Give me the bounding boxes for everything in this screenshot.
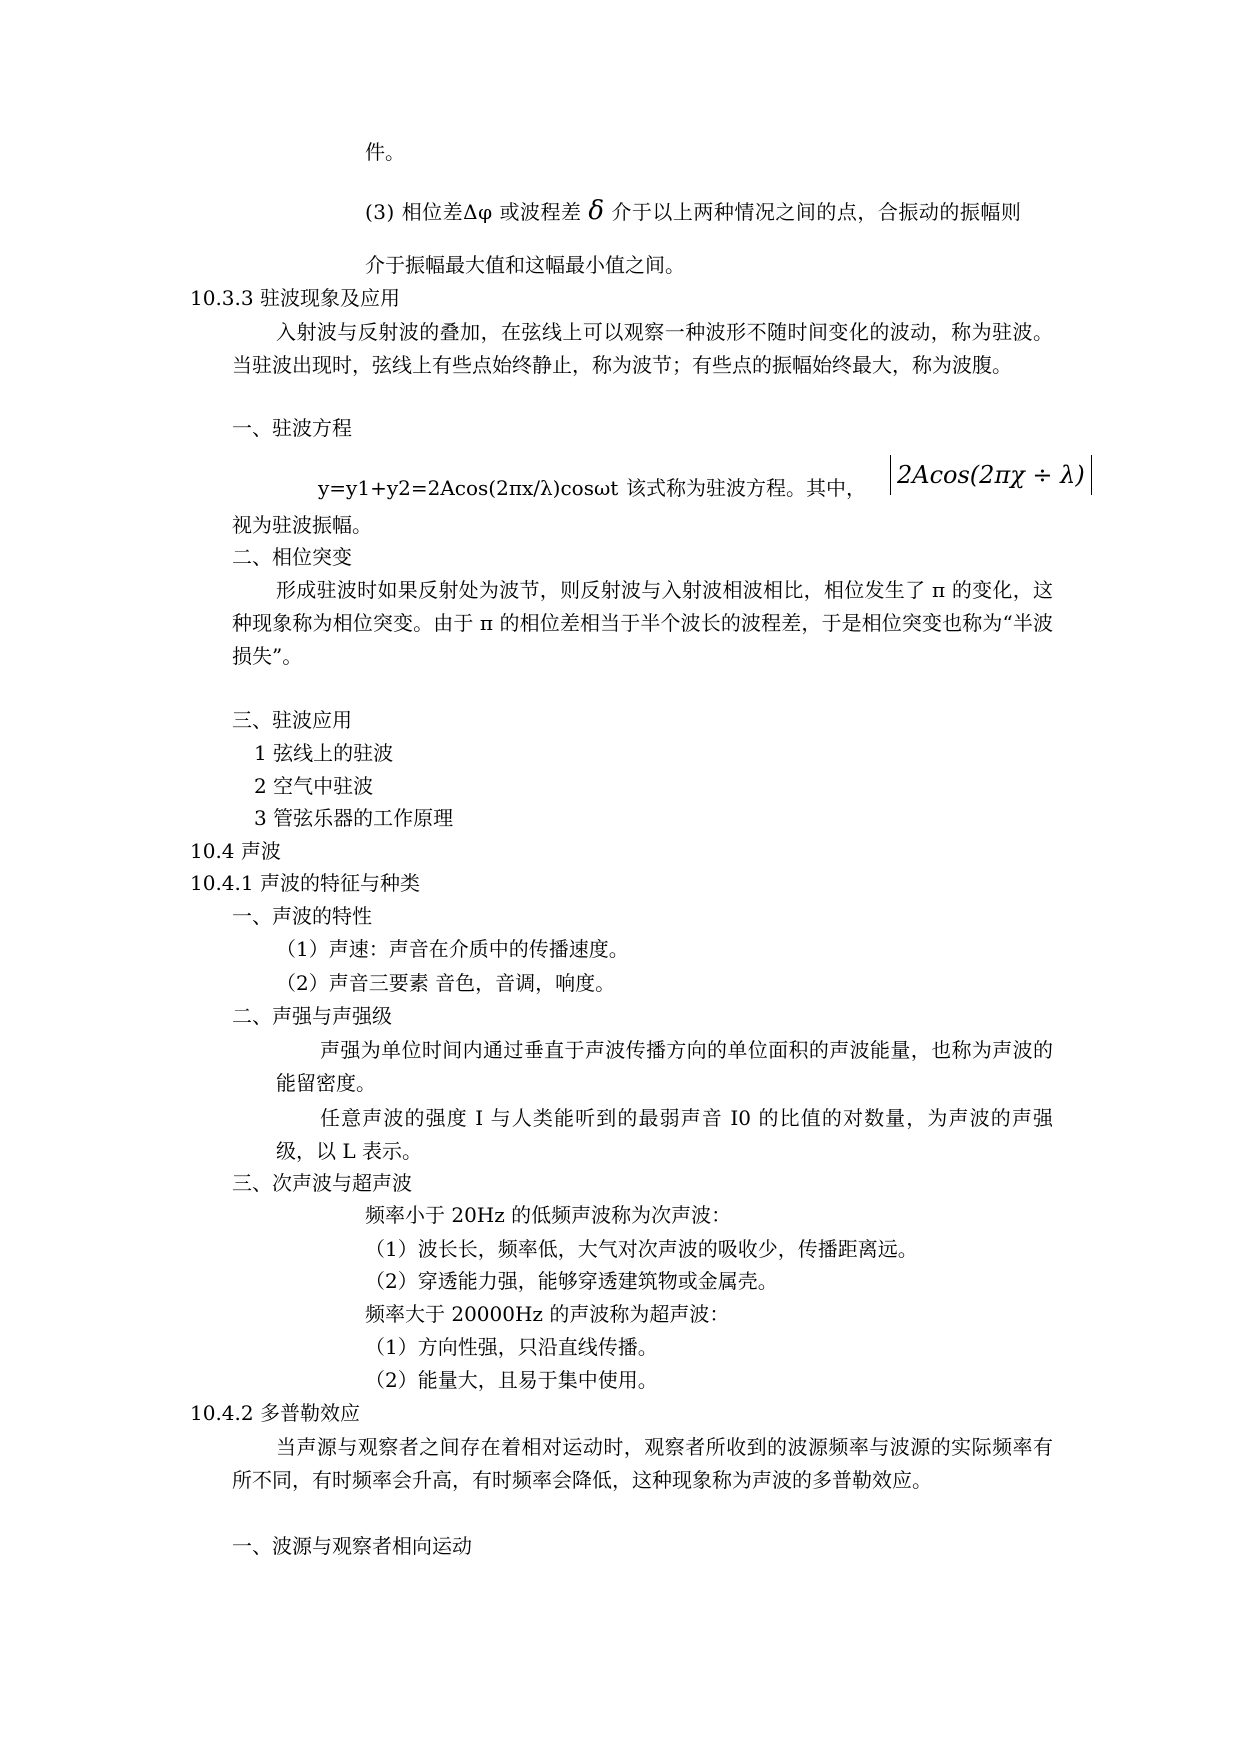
paragraph: 声强为单位时间内通过垂直于声波传播方向的单位面积的声波能量，也称为声波的能留密度。 <box>276 1038 1053 1095</box>
text-line: 件。 <box>365 140 405 164</box>
text-span: 介于以上两种情况之间的点，合振动的振幅则 <box>611 200 1022 224</box>
list-item: 3 管弦乐器的工作原理 <box>254 806 454 830</box>
subheading: 一、声波的特性 <box>232 904 372 928</box>
subheading: 一、波源与观察者相向运动 <box>232 1534 472 1558</box>
subheading: 三、驻波应用 <box>232 708 352 732</box>
list-item: 1 弦线上的驻波 <box>254 741 394 765</box>
paragraph: 任意声波的强度 I 与人类能听到的最弱声音 I0 的比值的对数量，为声波的声强级，以 L 表示。 <box>276 1106 1053 1163</box>
paragraph: 当声源与观察者之间存在着相对运动时，观察者所收到的波源频率与波源的实际频率有所不同，有时频率会升高，有时频率会降低，这种现象称为声波的多普勒效应。 <box>232 1435 1053 1492</box>
subheading: 一、驻波方程 <box>232 416 352 440</box>
equation: y=y1+y2=2Acos(2πx/λ)cosωt <box>318 476 619 500</box>
paragraph: 入射波与反射波的叠加，在弦线上可以观察一种波形不随时间变化的波动，称为驻波。当驻波出现时，弦线上有些点始终静止，称为波节；有些点的振幅始终最大，称为波腹。 <box>232 320 1053 377</box>
amplitude-formula <box>890 455 1092 495</box>
section-heading: 10.3.3 驻波现象及应用 <box>190 286 400 310</box>
list-item: （1）方向性强，只沿直线传播。 <box>365 1335 658 1359</box>
delta-symbol: δ <box>588 196 605 226</box>
list-item: （2）能量大，且易于集中使用。 <box>365 1368 658 1392</box>
list-item: （1）波长长，频率低，大气对次声波的吸收少，传播距离远。 <box>365 1237 918 1261</box>
section-heading: 10.4.1 声波的特征与种类 <box>190 871 420 895</box>
absolute-value: 2Acos(2πχ ÷ λ) <box>890 455 1092 495</box>
list-item: （1）声速：声音在介质中的传播速度。 <box>276 937 629 961</box>
text-line <box>365 198 1055 225</box>
list-item: （2）声音三要素 音色，音调，响度。 <box>276 971 616 995</box>
equation-description: 该式称为驻波方程。其中， <box>626 476 866 500</box>
text-line: 频率大于 20000Hz 的声波称为超声波： <box>365 1302 730 1326</box>
text-line: 视为驻波振幅。 <box>232 513 372 537</box>
section-heading: 10.4.2 多普勒效应 <box>190 1401 360 1425</box>
text-line: 频率小于 20Hz 的低频声波称为次声波： <box>365 1203 732 1227</box>
list-item: 2 空气中驻波 <box>254 774 374 798</box>
subheading: 三、次声波与超声波 <box>232 1171 412 1195</box>
section-heading: 10.4 声波 <box>190 839 281 863</box>
paragraph: 形成驻波时如果反射处为波节，则反射波与入射波相波相比，相位发生了 π 的变化，这种现象称为相位突变。由于 π 的相位差相当于半个波长的波程差，于是相位突变也称为“半波损失”。 <box>232 578 1053 668</box>
text-line: 介于振幅最大值和这幅最小值之间。 <box>365 253 685 277</box>
subheading: 二、声强与声强级 <box>232 1004 392 1028</box>
subheading: 二、相位突变 <box>232 545 352 569</box>
text-span: (3) 相位差Δφ 或波程差 <box>365 200 582 224</box>
list-item: （2）穿透能力强，能够穿透建筑物或金属壳。 <box>365 1269 778 1293</box>
